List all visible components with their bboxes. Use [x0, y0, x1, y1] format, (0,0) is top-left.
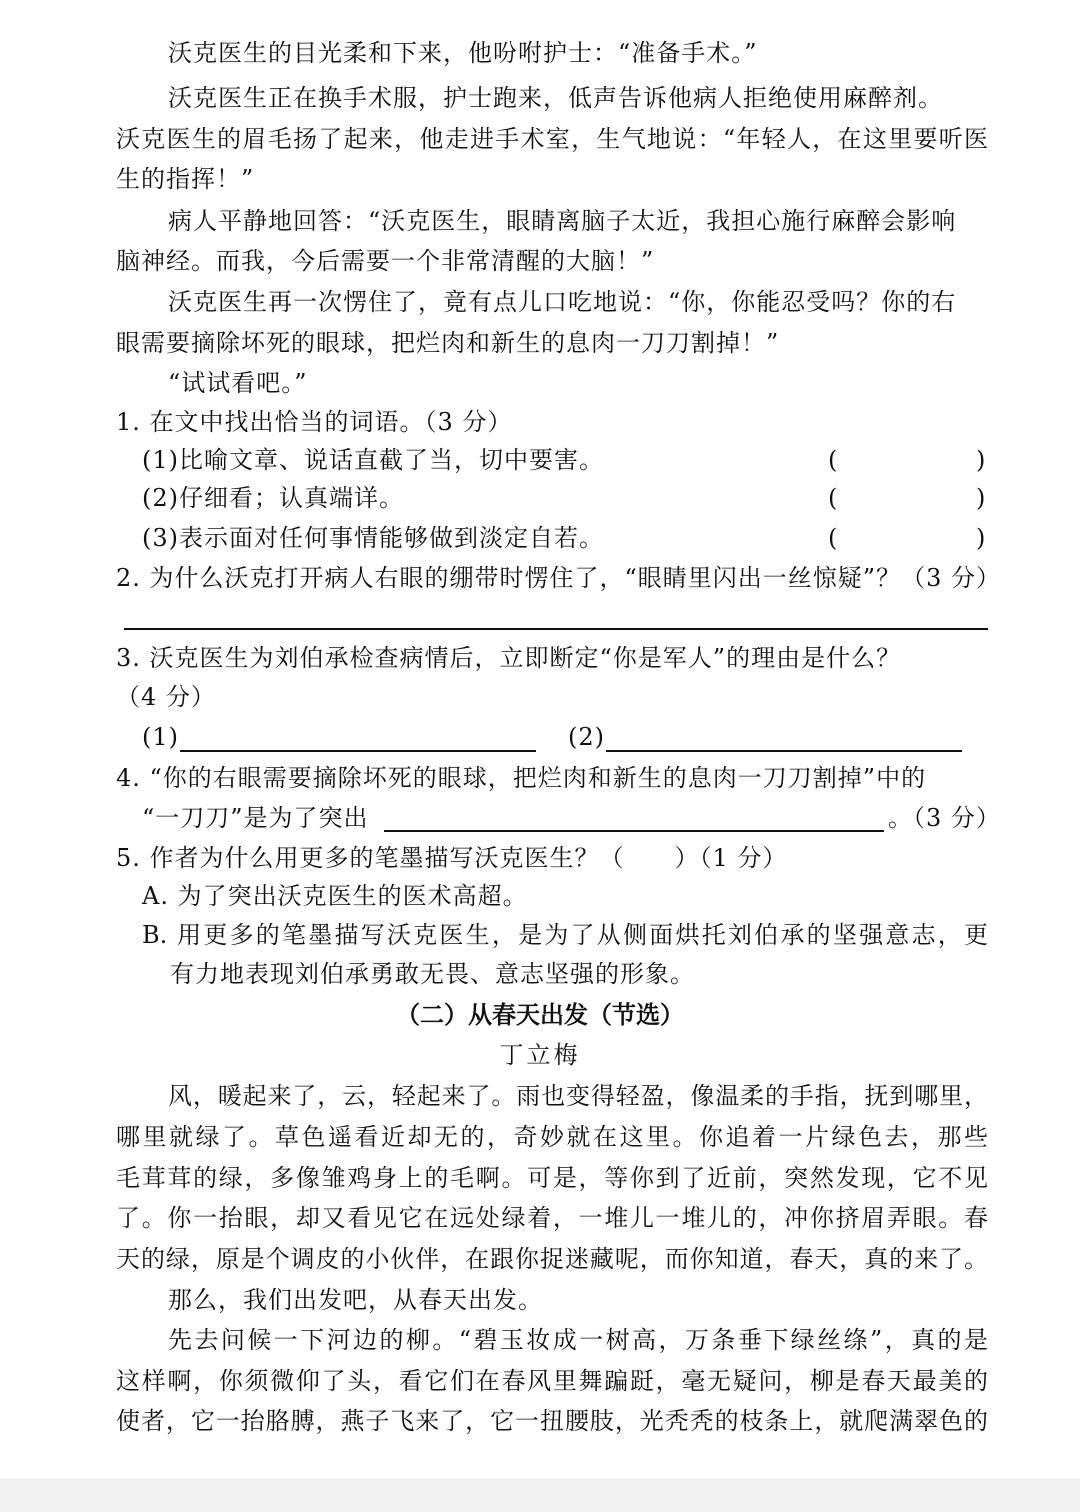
answer-paren-open-1: ( [828, 446, 838, 474]
passage2-line-4: 了。你一抬眼，却又看见它在远处绿着，一堆儿一堆儿的，冲你挤眉弄眼。春 [116, 1204, 988, 1232]
question-2-stem: 2. 为什么沃克打开病人右眼的绷带时愣住了，“眼睛里闪出一丝惊疑”？（3 分） [116, 564, 1001, 592]
question-4-suffix: 。（3 分） [888, 804, 1001, 832]
passage1-line-9: “试试看吧。” [168, 369, 308, 397]
author: 丁立梅 [499, 1041, 581, 1069]
question-5-option-a: A. 为了突出沃克医生的医术高超。 [142, 882, 528, 910]
passage2-line-6: 那么，我们出发吧，从春天出发。 [168, 1286, 543, 1314]
section-title: （二）从春天出发（节选） [396, 1000, 684, 1029]
question-3-answer-line-2[interactable] [606, 750, 962, 752]
answer-paren-close-3: ) [976, 524, 986, 552]
passage1-line-2: 沃克医生正在换手术服，护士跑来，低声告诉他病人拒绝使用麻醉剂。 [168, 84, 943, 112]
passage1-line-4: 生的指挥！” [116, 165, 255, 193]
question-3-blank-1-label: (1) [142, 723, 179, 751]
passage2-line-1: 风，暖起来了，云，轻起来了。雨也变得轻盈，像温柔的手指，抚到哪里， [168, 1082, 988, 1110]
question-3-blank-2-label: (2) [568, 723, 605, 751]
passage1-line-7: 沃克医生再一次愣住了，竟有点儿口吃地说：“你，你能忍受吗？你的右 [168, 288, 957, 316]
question-2-answer-line[interactable] [124, 628, 988, 630]
passage2-line-2: 哪里就绿了。草色遥看近却无的，奇妙就在这里。你追着一片绿色去，那些 [116, 1123, 988, 1151]
passage2-line-5: 天的绿，原是个调皮的小伙伴，在跟你捉迷藏呢，而你知道，春天，真的来了。 [116, 1245, 988, 1273]
answer-paren-close-1: ) [976, 446, 986, 474]
passage2-line-8: 这样啊，你须微仰了头，看它们在春风里舞蹁跹，毫无疑问，柳是春天最美的 [116, 1367, 988, 1395]
question-5-option-b-cont: 有力地表现刘伯承勇敢无畏、意志坚强的形象。 [170, 960, 695, 988]
passage2-line-7: 先去问候一下河边的柳。“碧玉妆成一树高，万条垂下绿丝绦”，真的是 [168, 1326, 988, 1354]
question-3-answer-line-1[interactable] [180, 750, 536, 752]
passage1-line-3: 沃克医生的眉毛扬了起来，他走进手术室，生气地说：“年轻人，在这里要听医 [116, 125, 988, 153]
question-1-item-1: (1)比喻文章、说话直截了当，切中要害。 [142, 446, 604, 474]
page-bottom-margin [0, 1478, 1080, 1512]
question-1-item-2: (2)仔细看；认真端详。 [142, 484, 404, 512]
passage1-line-8: 眼需要摘除坏死的眼球，把烂肉和新生的息肉一刀刀割掉！” [116, 329, 780, 357]
question-3-score: （4 分） [116, 683, 216, 711]
question-4-stem: 4. “你的右眼需要摘除坏死的眼球，把烂肉和新生的息肉一刀刀割掉”中的 [116, 764, 927, 792]
answer-paren-open-3: ( [828, 524, 838, 552]
passage1-line-5: 病人平静地回答：“沃克医生，眼睛离脑子太近，我担心施行麻醉会影响 [168, 207, 957, 235]
passage2-line-9: 使者，它一抬胳膊，燕子飞来了，它一扭腰肢，光秃秃的枝条上，就爬满翠色的 [116, 1407, 988, 1435]
passage1-line-6: 脑神经。而我，今后需要一个非常清醒的大脑！” [116, 247, 655, 275]
question-4-prefix: “一刀刀”是为了突出 [142, 804, 369, 832]
passage2-line-3: 毛茸茸的绿，多像雏鸡身上的毛啊。可是，等你到了近前，突然发现，它不见 [116, 1164, 988, 1192]
answer-paren-close-2: ) [976, 484, 986, 512]
question-3-stem: 3. 沃克医生为刘伯承检查病情后，立即断定“你是军人”的理由是什么？ [116, 644, 902, 672]
question-4-answer-line[interactable] [384, 830, 884, 832]
question-5-option-b: B. 用更多的笔墨描写沃克医生，是为了从侧面烘托刘伯承的坚强意志，更 [142, 921, 988, 949]
passage1-line-1: 沃克医生的目光柔和下来，他吩咐护士：“准备手术。” [168, 39, 758, 67]
question-1-stem: 1. 在文中找出恰当的词语。（3 分） [116, 408, 513, 436]
question-5-stem: 5. 作者为什么用更多的笔墨描写沃克医生？（ ）（1 分） [116, 844, 788, 872]
answer-paren-open-2: ( [828, 484, 838, 512]
question-1-item-3: (3)表示面对任何事情能够做到淡定自若。 [142, 524, 604, 552]
